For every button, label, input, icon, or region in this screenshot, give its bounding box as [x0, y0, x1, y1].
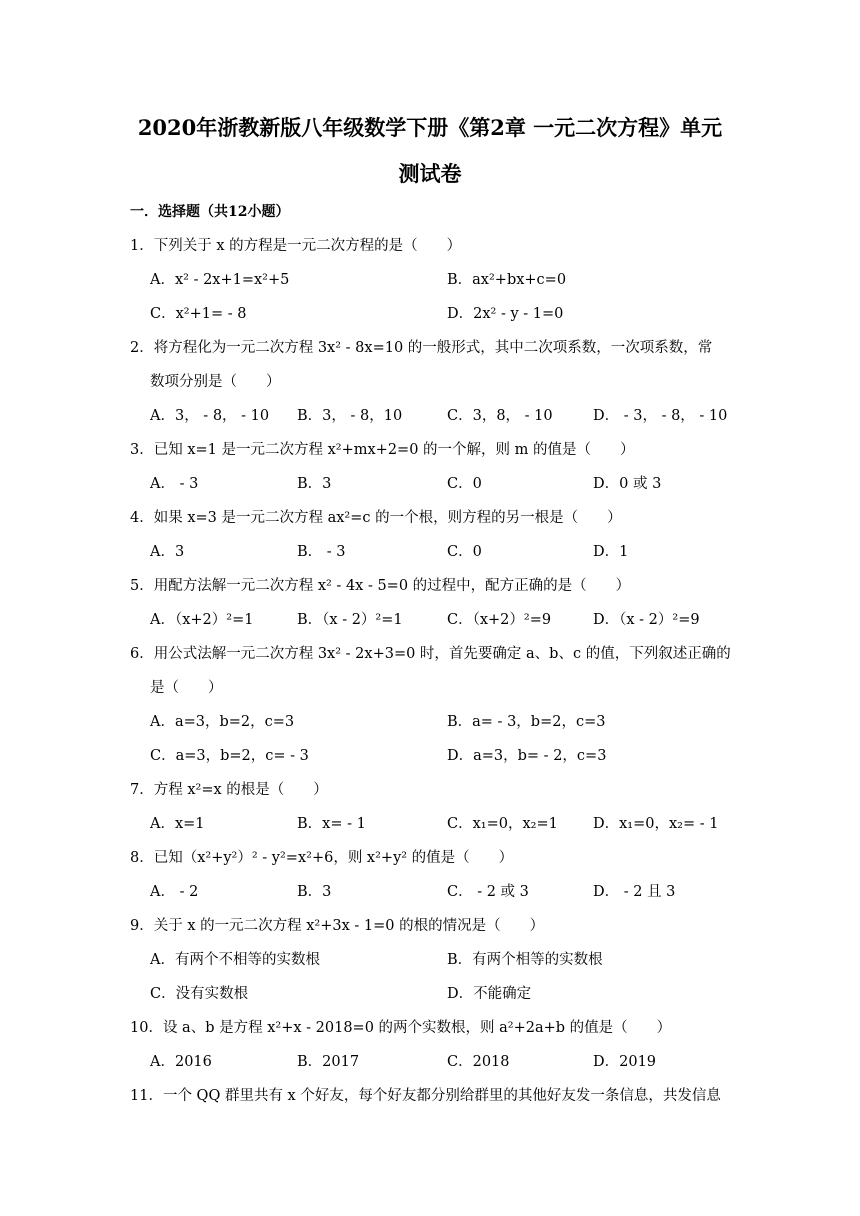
question-5-option-a: A．（x+2）²=1 — [150, 612, 254, 628]
question-6-option-c: C．a=3，b=2，c= - 3 — [150, 748, 309, 764]
question-7-option-d: D．x₁=0，x₂= - 1 — [593, 816, 719, 832]
question-11-stem: 11．一个 QQ 群里共有 x 个好友，每个好友都分别给群里的其他好友发一条信息，共发信息 — [130, 1088, 721, 1104]
section-heading: 一．选择题（共12小题） — [130, 204, 290, 220]
question-6-stem: 6．用公式法解一元二次方程 3x² - 2x+3=0 时，首先要确定 a、b、c 的值，下列叙述正确的 — [130, 646, 731, 662]
question-4-option-b: B． - 3 — [297, 544, 346, 560]
question-9-option-b: B．有两个相等的实数根 — [447, 952, 603, 968]
question-7-option-c: C．x₁=0，x₂=1 — [447, 816, 558, 832]
question-7-stem: 7．方程 x²=x 的根是（ ） — [130, 782, 328, 798]
question-6-option-d: D．a=3，b= - 2，c=3 — [447, 748, 607, 764]
question-10-stem: 10．设 a、b 是方程 x²+x - 2018=0 的两个实数根，则 a²+2a+b 的值是（ ） — [130, 1020, 672, 1036]
question-10-option-c: C．2018 — [447, 1054, 510, 1070]
question-5-option-d: D．（x - 2）²=9 — [593, 612, 700, 628]
question-5-option-c: C．（x+2）²=9 — [447, 612, 552, 628]
question-9-stem: 9．关于 x 的一元二次方程 x²+3x - 1=0 的根的情况是（ ） — [130, 918, 545, 934]
page-title-line1: 2020年浙教新版八年级数学下册《第2章 一元二次方程》单元 — [137, 115, 723, 140]
question-4-option-a: A．3 — [150, 544, 185, 560]
question-3-option-c: C．0 — [447, 476, 482, 492]
question-10-option-b: B．2017 — [297, 1054, 360, 1070]
question-1-option-a: A．x² - 2x+1=x²+5 — [150, 272, 290, 288]
question-1-option-b: B．ax²+bx+c=0 — [447, 272, 567, 288]
question-2-stem-cont: 数项分别是（ ） — [150, 374, 281, 390]
question-9-option-c: C．没有实数根 — [150, 986, 249, 1002]
question-2-option-c: C．3，8， - 10 — [447, 408, 553, 424]
question-7-option-b: B．x= - 1 — [297, 816, 366, 832]
page-title-line2: 测试卷 — [398, 161, 462, 186]
question-2-option-b: B．3， - 8，10 — [297, 408, 403, 424]
question-10-option-a: A．2016 — [150, 1054, 212, 1070]
question-1-option-d: D．2x² - y - 1=0 — [447, 306, 564, 322]
question-8-option-b: B．3 — [297, 884, 332, 900]
question-3-option-a: A． - 3 — [150, 476, 199, 492]
question-9-option-a: A．有两个不相等的实数根 — [150, 952, 320, 968]
question-6-option-b: B．a= - 3，b=2，c=3 — [447, 714, 606, 730]
question-4-stem: 4．如果 x=3 是一元二次方程 ax²=c 的一个根，则方程的另一根是（ ） — [130, 510, 622, 526]
question-3-option-b: B．3 — [297, 476, 332, 492]
question-4-option-c: C．0 — [447, 544, 482, 560]
question-10-option-d: D．2019 — [593, 1054, 657, 1070]
question-8-option-c: C． - 2 或 3 — [447, 884, 529, 900]
question-3-option-d: D．0 或 3 — [593, 476, 662, 492]
question-8-option-a: A． - 2 — [150, 884, 199, 900]
question-2-stem: 2．将方程化为一元二次方程 3x² - 8x=10 的一般形式，其中二次项系数，一次项系数，常 — [130, 340, 713, 356]
question-6-stem-cont: 是（ ） — [150, 680, 223, 696]
question-5-stem: 5．用配方法解一元二次方程 x² - 4x - 5=0 的过程中，配方正确的是（ ） — [130, 578, 631, 594]
question-9-option-d: D．不能确定 — [447, 986, 532, 1002]
question-7-option-a: A．x=1 — [150, 816, 205, 832]
question-8-stem: 8．已知（x²+y²）² - y²=x²+6，则 x²+y² 的值是（ ） — [130, 850, 514, 866]
question-4-option-d: D．1 — [593, 544, 629, 560]
question-2-option-a: A．3， - 8， - 10 — [150, 408, 270, 424]
question-2-option-d: D． - 3， - 8， - 10 — [593, 408, 728, 424]
question-8-option-d: D． - 2 且 3 — [593, 884, 676, 900]
question-3-stem: 3．已知 x=1 是一元二次方程 x²+mx+2=0 的一个解，则 m 的值是（ ） — [130, 442, 635, 458]
question-6-option-a: A．a=3，b=2，c=3 — [150, 714, 295, 730]
question-5-option-b: B．（x - 2）²=1 — [297, 612, 403, 628]
question-1-stem: 1．下列关于 x 的方程是一元二次方程的是（ ） — [130, 238, 462, 254]
question-1-option-c: C．x²+1= - 8 — [150, 306, 247, 322]
